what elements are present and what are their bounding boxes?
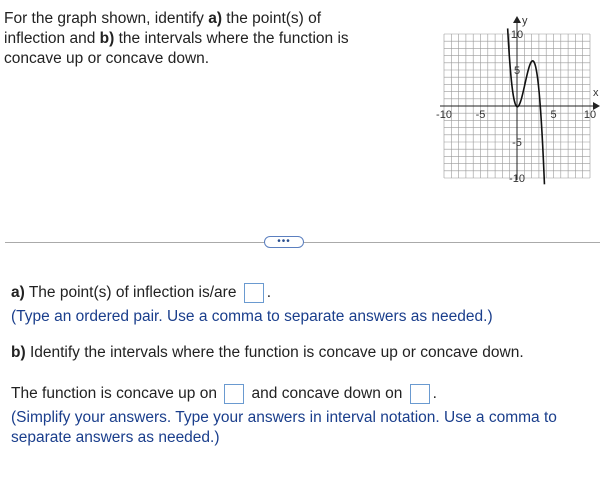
question-text	[4, 9, 384, 69]
x-tick-label: 5	[550, 109, 557, 121]
function-graph	[430, 10, 602, 185]
part-b-hint-line-1: (Simplify your answers. Type your answers in interval notation. Use a comma to	[11, 409, 557, 426]
y-axis-label: y	[522, 15, 528, 27]
question-label-b: b)	[99, 30, 115, 47]
inflection-point-input[interactable]	[244, 283, 264, 303]
tick-labels	[436, 29, 596, 185]
more-button[interactable]: •••	[264, 236, 304, 248]
y-tick-label: 5	[513, 65, 521, 77]
concave-up-text: The function is concave up on	[11, 385, 222, 403]
part-a-hint: (Type an ordered pair. Use a comma to separate answers as needed.)	[11, 308, 493, 325]
y-tick-label: 10	[510, 29, 524, 41]
y-tick-label: -10	[509, 173, 525, 185]
y-axis-arrow-icon	[513, 16, 521, 23]
question-text-part: For the graph shown, identify	[4, 10, 209, 27]
part-a-text: The point(s) of inflection is/are	[24, 284, 241, 302]
part-b-hint-line-2: separate answers as needed.)	[11, 429, 220, 446]
concavity-statement	[11, 384, 437, 404]
x-tick-label: 10	[583, 109, 597, 121]
part-a-prompt	[11, 283, 271, 303]
x-tick-label: -5	[475, 109, 486, 121]
concave-down-text: and concave down on	[247, 385, 407, 403]
x-axis-label: x	[593, 87, 599, 99]
question-label-a: a)	[208, 10, 222, 27]
statement-period: .	[432, 385, 437, 403]
part-b-text: Identify the intervals where the function is concave up or concave down.	[25, 344, 524, 361]
question-text-part: the point(s) of inflection and	[4, 10, 322, 47]
concave-down-input[interactable]	[410, 384, 430, 404]
y-tick-label: -5	[512, 137, 522, 149]
concave-up-input[interactable]	[224, 384, 244, 404]
part-b-label: b)	[11, 344, 26, 361]
x-tick-label: -10	[436, 109, 452, 121]
part-b-prompt	[11, 343, 524, 363]
question-text-part: the intervals where the function is concave up or concave down.	[4, 30, 349, 67]
part-a-period: .	[266, 284, 272, 302]
part-a-label: a)	[11, 284, 25, 302]
